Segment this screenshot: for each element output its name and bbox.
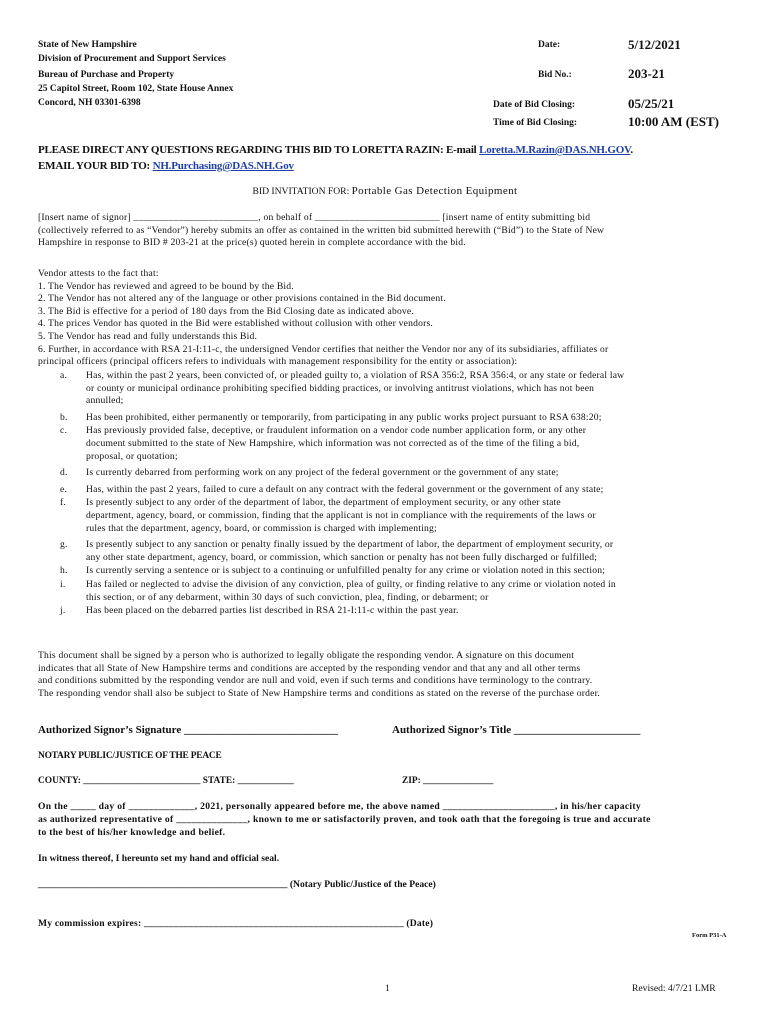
sub-item-label: d.	[60, 467, 68, 479]
sub-item-f	[60, 497, 740, 535]
zip-field[interactable]: ZIP: _______________	[402, 776, 494, 786]
sub-item-line: Is presently subject to any sanction or penalty finally issued by the department of labor, the department of employment security, or	[86, 539, 614, 551]
sub-item-h	[60, 565, 740, 578]
sub-item-label: b.	[60, 411, 68, 423]
sub-item-label: g.	[60, 539, 68, 551]
para-line: and conditions submitted by the responding vendor are null and void, even if such terms and conditions have terminology to the contrary.	[38, 675, 593, 687]
attests-list	[38, 268, 748, 369]
signor-signature-label: Authorized Signor’s Signature	[38, 724, 182, 736]
closing-date-label: Date of Bid Closing:	[493, 100, 576, 110]
sub-item-b	[60, 412, 740, 425]
intro-line: (collectively referred to as “Vendor”) hereby submits an offer as contained in the written bid submitted herewith (“Bid”) to the State of New	[38, 224, 605, 236]
header-agency-block	[38, 38, 233, 111]
attest-item: 1. The Vendor has reviewed and agreed to be bound by the Bid.	[38, 280, 294, 292]
sub-item-e	[60, 484, 740, 497]
sub-item-label: h.	[60, 565, 68, 577]
questions-text: PLEASE DIRECT ANY QUESTIONS REGARDING THIS BID TO LORETTA RAZIN: E-mail	[38, 144, 480, 156]
sub-item-line: Has, within the past 2 years, failed to cure a default on any contract with the federal government or the government of any state;	[86, 483, 604, 495]
intro-line: [Insert name of signor] _________________________, on behalf of _________________________ [insert name of entity submitting bid	[38, 212, 591, 223]
sub-item-line: rules that the department, agency, board, or commission is charged with implementing;	[86, 522, 437, 534]
email-bid-text: EMAIL YOUR BID TO:	[38, 160, 153, 172]
bid-no-value: 203-21	[628, 66, 665, 81]
sub-item-label: a.	[60, 370, 68, 381]
witness-statement: In witness thereof, I hereunto set my hand and official seal.	[38, 853, 280, 864]
signature-row	[38, 724, 338, 736]
commission-expires-line[interactable]: My commission expires: ____________________________________________________ (Date)	[38, 918, 434, 929]
header-line: 25 Capitol Street, Room 102, State House Annex	[38, 84, 234, 94]
sub-item-line: Has been prohibited, either permanently or temporarily, from participating in any public works project pursuant to RSA 638:20;	[86, 411, 602, 423]
county-state-fields[interactable]: COUNTY: _________________________ STATE: ____________	[38, 776, 294, 786]
sub-item-d	[60, 467, 740, 480]
sub-item-label: i.	[60, 578, 66, 590]
attest-item: 2. The Vendor has not altered any of the language or other provisions contained in the Bid document.	[38, 293, 446, 305]
oath-line: as authorized representative of ______________, known to me or satisfactorily proven, and took oath that the foregoing is true and accurate	[38, 814, 651, 825]
contact-email-link[interactable]: Loretta.M.Razin@DAS.NH.GOV	[479, 144, 631, 156]
submission-email-link[interactable]: NH.Purchasing@DAS.NH.Gov	[152, 160, 294, 172]
signor-signature-field[interactable]: ____________________________	[183, 724, 338, 736]
bid-invitation-title	[0, 185, 770, 197]
page-number: 1	[385, 983, 390, 994]
sub-item-line: Has failed or neglected to advise the division of any conviction, plea of guilty, or finding relative to any crime or violation noted in	[86, 578, 616, 590]
sub-item-line: Has been placed on the debarred parties list described in RSA 21-I:11-c within the past year.	[86, 605, 459, 617]
sub-item-label: f.	[60, 497, 66, 509]
sub-item-line: department, agency, board, or commission, finding that the applicant is not in compliance with the requirements of the laws or	[86, 509, 596, 521]
signor-title-field[interactable]: _______________________	[513, 724, 641, 736]
closing-time-value: 10:00 AM (EST)	[628, 114, 719, 129]
para-line: The responding vendor shall also be subject to State of New Hampshire terms and conditions as stated on the reverse of the purchase order.	[38, 687, 601, 699]
questions-notice	[38, 142, 633, 174]
para-line: indicates that all State of New Hampshire terms and conditions are accepted by the responding vendor and that any and all other terms	[38, 662, 581, 674]
date-value: 5/12/2021	[628, 37, 681, 52]
attests-lead: Vendor attests to the fact that:	[38, 268, 159, 279]
signor-title-row	[392, 724, 640, 736]
bid-invitation-prefix: BID INVITATION FOR:	[252, 186, 352, 197]
notary-signature-line[interactable]: ____________________________________________________ (Notary Public/Justice of the Peace)	[38, 879, 436, 890]
sub-item-line: Has previously provided false, deceptive, or fraudulent information on a vendor code number application form, or any other	[86, 425, 587, 437]
closing-date-value: 05/25/21	[628, 96, 675, 111]
header-line: Division of Procurement and Support Services	[38, 54, 226, 64]
header-line: Bureau of Purchase and Property	[38, 70, 175, 80]
oath-line: On the _____ day of _____________, 2021, personally appeared before me, the above named ______________________, in his/her capacity	[38, 801, 641, 812]
bid-invitation-subject: Portable Gas Detection Equipment	[351, 185, 518, 197]
oath-line: to the best of his/her knowledge and belief.	[38, 827, 226, 838]
attest-item: 3. The Bid is effective for a period of 180 days from the Bid Closing date as indicated above.	[38, 305, 414, 317]
sub-item-label: e.	[60, 483, 68, 495]
header-line: Concord, NH 03301-6398	[38, 98, 141, 108]
sub-item-line: annulled;	[86, 395, 124, 407]
intro-line: Hampshire in response to BID # 203-21 at the price(s) quoted herein in complete accordance with the bid.	[38, 237, 466, 249]
attest-item: principal officers (principal officers refers to individuals with management responsibility for the entity or association):	[38, 356, 518, 368]
date-label: Date:	[538, 40, 561, 50]
intro-paragraph	[38, 212, 738, 250]
sub-item-j	[60, 605, 740, 618]
sub-item-c	[60, 425, 740, 463]
form-number: Form P31-A	[692, 932, 727, 939]
sub-item-label: j.	[60, 605, 66, 617]
sub-items-list	[60, 370, 740, 618]
header-line: State of New Hampshire	[38, 40, 137, 50]
authorization-paragraph	[38, 650, 748, 700]
attest-item: 4. The prices Vendor has quoted in the Bid were established without collusion with other vendors.	[38, 318, 433, 330]
attest-item: 6. Further, in accordance with RSA 21-I:11-c, the undersigned Vendor certifies that neither the Vendor nor any of its subsidiaries, affiliates or	[38, 343, 609, 355]
notary-heading: NOTARY PUBLIC/JUSTICE OF THE PEACE	[38, 751, 222, 761]
bid-no-label: Bid No.:	[538, 70, 572, 80]
sub-item-a	[60, 370, 740, 408]
revision-note: Revised: 4/7/21 LMR	[632, 983, 716, 994]
sub-item-line: Is presently subject to any order of the department of labor, the department of employment security, or any other state	[86, 497, 561, 509]
sub-item-g	[60, 539, 740, 564]
oath-paragraph	[38, 800, 758, 839]
sub-item-line: Has, within the past 2 years, been convicted of, or pleaded guilty to, a violation of RSA 356:2, RSA 356:4, or any state or federal law	[86, 370, 625, 381]
attest-item: 5. The Vendor has read and fully understands this Bid.	[38, 330, 258, 342]
sub-item-line: document submitted to the state of New Hampshire, which information was not corrected as of the time of the filing a bid,	[86, 437, 580, 449]
sub-item-line: Is currently serving a sentence or is subject to a continuing or unfulfilled penalty for any crime or violation noted in this section;	[86, 565, 606, 577]
sub-item-line: or county or municipal ordinance prohibiting specified bidding practices, or involving antitrust violations, which has not been	[86, 382, 595, 394]
sub-item-line: this section, or of any debarment, within 30 days of such conviction, plea, finding, or debarment; or	[86, 591, 489, 603]
sub-item-i	[60, 579, 740, 604]
para-line: This document shall be signed by a person who is authorized to legally obligate the responding vendor. A signature on this document	[38, 650, 575, 661]
sub-item-line: any other state department, agency, board, or commission, which sanction or penalty has not been fully discharged or fulfilled;	[86, 551, 598, 563]
signor-title-label: Authorized Signor’s Title	[392, 724, 512, 736]
sub-item-line: proposal, or quotation;	[86, 450, 178, 462]
sub-item-label: c.	[60, 425, 68, 437]
period: .	[630, 144, 633, 156]
sub-item-line: Is currently debarred from performing work on any project of the federal government or the government of any state;	[86, 467, 559, 479]
closing-time-label: Time of Bid Closing:	[493, 118, 578, 128]
